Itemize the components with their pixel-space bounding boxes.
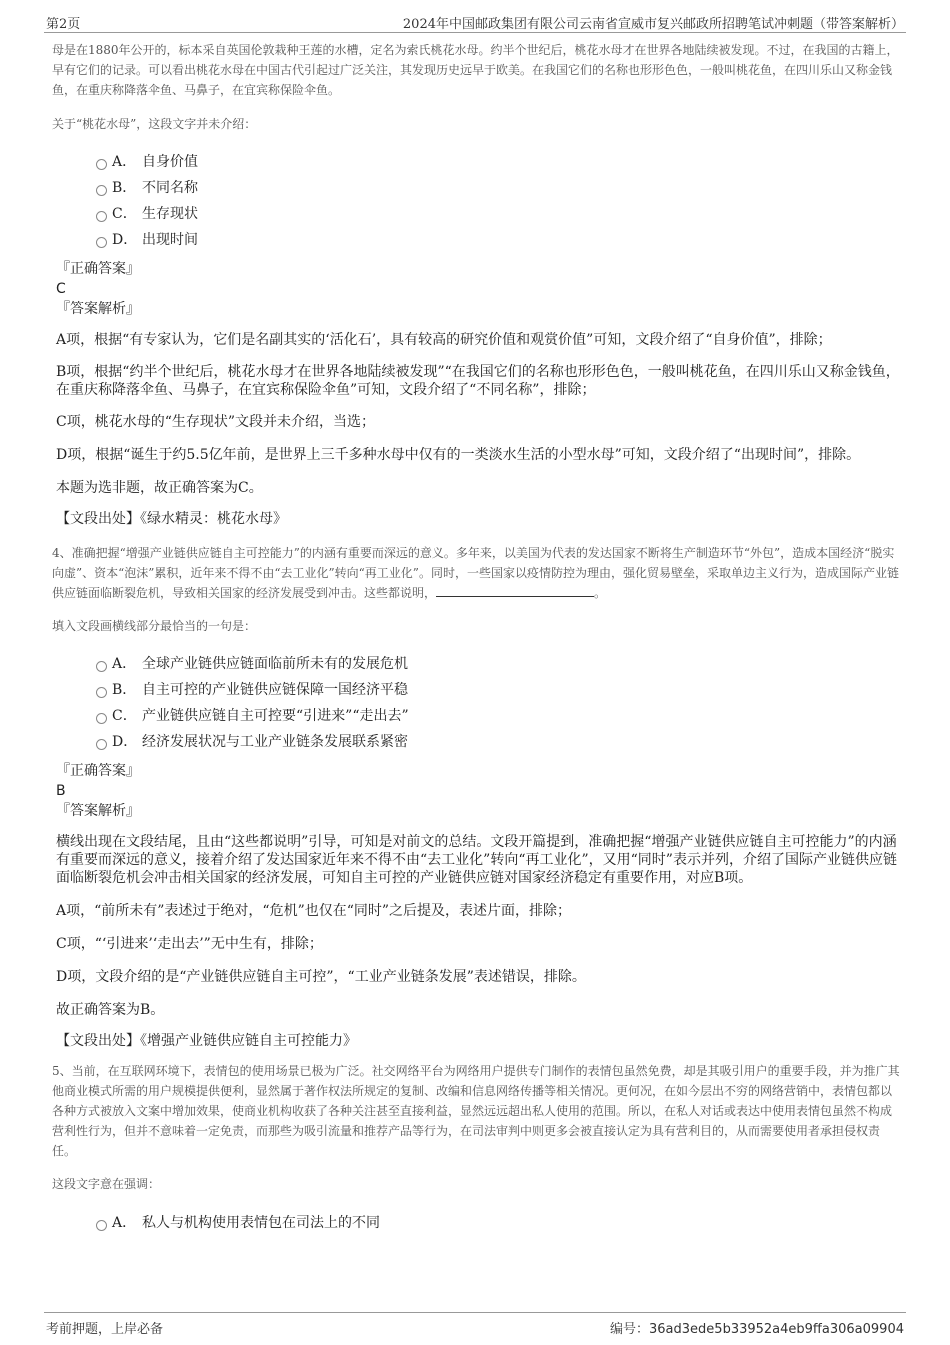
q4-passage: 4、准确把握“增强产业链供应链自主可控能力”的内涵有重要而深远的意义。多年来，以美国为代表的发达国家不断将生产制造环节“外包”，造成本国经济“脱实向虚”、资本“泡沫”累积，近年来不得不由“去工业化”转向“再工业化”。同时，一些国家以疫情防控为理由，强化贸易壁垒，采取单边主义行为，造成国际产业链供应链面临断裂危机，导致相关国家的经济发展受到冲击。这些都说明， 。 — [52, 546, 899, 600]
document-title: 2024年中国邮政集团有限公司云南省宣威市复兴邮政所招聘笔试冲刺题（带答案解析） — [402, 17, 904, 32]
q4-analysis-c: C项，“‘引进来’‘走出去’”无中生有，排除； — [56, 936, 323, 952]
q4-analysis-label: 『答案解析』 — [56, 803, 140, 819]
q3-analysis-d: D项，根据“诞生于约5.5亿年前，是世界上三千多种水母中仅有的一类淡水生活的小型水母”可知，文段介绍了“出现时间”，排除。 — [56, 447, 861, 463]
q4-analysis-d: D项，文段介绍的是“产业链供应链自主可控”，“工业产业链条发展”表述错误，排除。 — [56, 969, 586, 985]
q3-option-d[interactable]: D． 出现时间 — [52, 227, 900, 253]
q4-analysis-main: 横线出现在文段结尾，且由“这些都说明”引导，可知是对前文的总结。文段开篇提到，准确把握“增强产业链供应链自主可控能力”的内涵有重要而深远的意义，接着介绍了发达国家近年来不得不由“去工业化”转向“再工业化”，又用“同时”表示并列，介绍了国际产业链供应链面临断裂危机会冲击相关国家的经济发展，可知自主可控的产业链供应链对国家经济稳定有重要作用，对应B项。 — [56, 834, 897, 886]
radio-icon[interactable] — [96, 185, 107, 196]
q4-source: 【文段出处】《增强产业链供应链自主可控能力》 — [56, 1033, 357, 1049]
radio-icon[interactable] — [96, 237, 107, 248]
radio-icon[interactable] — [96, 739, 107, 750]
radio-icon[interactable] — [96, 211, 107, 222]
fill-blank — [436, 584, 594, 597]
q3-option-c[interactable]: C． 生存现状 — [52, 201, 900, 227]
page-header — [44, 10, 906, 33]
q4-answer: B — [56, 783, 66, 799]
document-code: 编号：36ad3ede5b33952a4eb9ffa306a09904 — [610, 1322, 904, 1337]
q3-answer: C — [56, 281, 66, 297]
q4-option-c[interactable]: C． 产业链供应链自主可控要“引进来”“走出去” — [52, 703, 900, 729]
q4-analysis-conclusion: 故正确答案为B。 — [56, 1002, 165, 1018]
q4-option-a[interactable]: A． 全球产业链供应链面临前所未有的发展危机 — [52, 651, 900, 677]
page-number: 第2页 — [46, 17, 81, 32]
q3-analysis-b: B项，根据“约半个世纪后，桃花水母才在世界各地陆续被发现”“在我国它们的名称也形形色色，一般叫桃花鱼，在四川乐山又称金钱鱼，在重庆称降落伞鱼、马鼻子，在宜宾称保险伞鱼”可知，文段介绍了“不同名称”，排除； — [56, 364, 900, 398]
q4-option-d[interactable]: D． 经济发展状况与工业产业链条发展联系紧密 — [52, 729, 900, 755]
q3-analysis-label: 『答案解析』 — [56, 301, 140, 317]
q3-option-a[interactable]: A． 自身价值 — [52, 149, 900, 175]
radio-icon[interactable] — [96, 661, 107, 672]
q5-question: 这段文字意在强调： — [52, 1177, 161, 1191]
q4-analysis-a: A项，“前所未有”表述过于绝对，“危机”也仅在“同时”之后提及，表述片面，排除； — [56, 903, 572, 919]
q5-passage: 5、当前，在互联网环境下，表情包的使用场景已极为广泛。社交网络平台为网络用户提供专门制作的表情包虽然免费，却是其吸引用户的重要手段，并为推广其他商业模式所需的用户规模提供便利，显然属于著作权法所规定的复制、改编和信息网络传播等相关情况。更何况，在如今层出不穷的网络营销中，表情包都以各种方式被放入文案中增加效果，使商业机构收获了各种关注甚至直接利益，显然远远超出私人使用的范围。所以，在私人对话或表达中使用表情包虽然不构成营利性行为，但并不意味着一定免责，而那些为吸引流量和推荐产品等行为，在司法审判中则更多会被直接认定为具有营利目的，从而需要使用者承担侵权责任。 — [52, 1064, 900, 1158]
radio-icon[interactable] — [96, 687, 107, 698]
footer-slogan: 考前押题，上岸必备 — [46, 1322, 164, 1337]
q3-options — [52, 149, 900, 253]
q3-analysis-c: C项，桃花水母的“生存现状”文段并未介绍，当选； — [56, 414, 376, 430]
page-footer — [44, 1312, 906, 1339]
radio-icon[interactable] — [96, 1220, 107, 1231]
q4-option-b[interactable]: B． 自主可控的产业链供应链保障一国经济平稳 — [52, 677, 900, 703]
radio-icon[interactable] — [96, 159, 107, 170]
q5-options — [52, 1210, 900, 1236]
q4-options — [52, 651, 900, 755]
q3-question: 关于“桃花水母”，这段文字并未介绍： — [52, 117, 257, 131]
q5-option-a[interactable]: A． 私人与机构使用表情包在司法上的不同 — [52, 1210, 900, 1236]
q3-source: 【文段出处】《绿水精灵：桃花水母》 — [56, 511, 287, 527]
q3-answer-label: 『正确答案』 — [56, 261, 140, 277]
q3-option-b[interactable]: B． 不同名称 — [52, 175, 900, 201]
page-content — [52, 40, 900, 1236]
q4-question: 填入文段画横线部分最恰当的一句是： — [52, 619, 257, 633]
q4-answer-label: 『正确答案』 — [56, 763, 140, 779]
q3-analysis-conclusion: 本题为选非题，故正确答案为C。 — [56, 480, 263, 496]
q3-analysis-a: A项，根据“有专家认为，它们是名副其实的‘活化石’，具有较高的研究价值和观赏价值”可知，文段介绍了“自身价值”，排除； — [56, 332, 832, 348]
radio-icon[interactable] — [96, 713, 107, 724]
q3-passage: 母是在1880年公开的，标本采自英国伦敦栽种王莲的水槽，定名为索氏桃花水母。约半个世纪后，桃花水母才在世界各地陆续被发现。不过，在我国的古籍上，早有它们的记录。可以看出桃花水母在中国古代引起过广泛关注，其发现历史远早于欧美。在我国它们的名称也形形色色，一般叫桃花鱼，在四川乐山又称金钱鱼，在重庆称降落伞鱼、马鼻子，在宜宾称保险伞鱼。 — [52, 43, 899, 97]
